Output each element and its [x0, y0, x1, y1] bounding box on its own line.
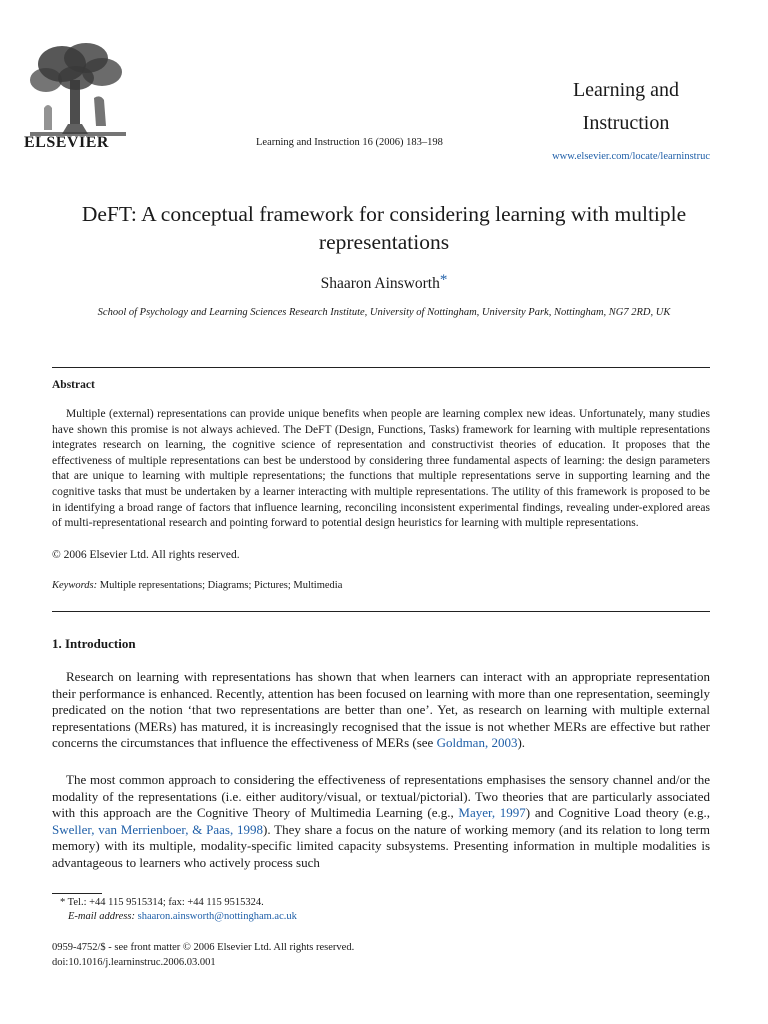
tree-illustration-icon — [24, 38, 132, 138]
citation-link-sweller[interactable]: Sweller, van Merrienboer, & Paas, 1998 — [52, 821, 264, 837]
footnote-email-line — [68, 910, 297, 924]
publisher-name: ELSEVIER — [24, 134, 109, 151]
footnote-contact: * Tel.: +44 115 9515314; fax: +44 115 9515324. — [60, 897, 264, 908]
author-footnote-link[interactable]: * — [439, 272, 448, 288]
author-line — [0, 272, 768, 293]
abstract-body: Multiple (external) representations can provide unique benefits when people are learning complex new ideas. Unfortunately, many studies have shown this promise is not always achieved. The DeFT (Design, Functions, Tasks) framework for learning with multiple representations integrates research on learning, the cognitive science of representation and constructivist theories of education. It proposes that the effectiveness of multiple representations can best be understood by considering three fundamental aspects of learning: the design parameters that are unique to learning with multiple representations; the functions that multiple representations serve in supporting learning and the cognitive tasks that must be undertaken by a learner interacting with multiple representations. The utility of this framework is proposed to be in identifying a broad range of factors that influence learning, reconciling inconsistent experimental findings, revealing under-explored areas of multi-representational research and pointing forward to potential design heuristics for learning with multiple representations. — [52, 408, 710, 530]
intro-paragraph-2 — [52, 772, 710, 871]
intro-p1-text-b: ). — [517, 735, 526, 750]
intro-p2-text-c: ). They share a focus on the nature of working memory (and its relation to long term memory) with its multiple, modality-specific limited capacity subsystems. Presenting information in multiple modalities is advantageous to learners who actively process such — [52, 821, 710, 870]
journal-name — [546, 74, 706, 140]
intro-paragraph-1 — [52, 669, 710, 752]
citation-link-mayer[interactable]: Mayer, 1997 — [458, 805, 526, 820]
abstract-copyright: © 2006 Elsevier Ltd. All rights reserved. — [52, 549, 240, 561]
journal-url-link[interactable]: www.elsevier.com/locate/learninstruc — [552, 151, 710, 162]
section-heading-introduction: 1. Introduction — [52, 636, 136, 651]
journal-citation: Learning and Instruction 16 (2006) 183–198 — [256, 137, 443, 148]
author-affiliation: School of Psychology and Learning Sciences Research Institute, University of Nottingham, University Park, Nottingham, NG7 2RD, UK — [97, 307, 671, 318]
journal-name-line1: Learning and — [572, 79, 680, 101]
abstract-divider — [52, 611, 710, 612]
author-email-link[interactable]: shaaron.ainsworth@nottingham.ac.uk — [137, 911, 297, 922]
article-title: DeFT: A conceptual framework for considering learning with multiple representations — [81, 202, 687, 254]
email-label: E-mail address: — [68, 911, 135, 922]
keywords-label: Keywords: — [52, 580, 98, 591]
author-name: Shaaron Ainsworth — [320, 275, 440, 292]
journal-name-line2: Instruction — [582, 112, 670, 134]
front-matter-line: 0959-4752/$ - see front matter © 2006 Elsevier Ltd. All rights reserved. — [52, 942, 355, 953]
citation-link-goldman[interactable]: Goldman, 2003 — [436, 735, 518, 750]
doi-line: doi:10.1016/j.learninstruc.2006.03.001 — [52, 957, 216, 968]
intro-p2-text-b: ) and Cognitive Load theory (e.g., — [525, 805, 710, 820]
footnote-divider — [52, 893, 102, 894]
abstract-heading: Abstract — [52, 379, 95, 391]
intro-p2-text-a: The most common approach to considering the effectiveness of representations emphasises the sensory channel and/or the modality of the representations (i.e. either auditory/visual, or textual/pictorial). Two theories that are particularly associated with this approach are the Cognitive Theory of Multimedia Learning (e.g., — [52, 772, 710, 820]
header-divider — [52, 367, 710, 368]
elsevier-tree-logo — [24, 38, 132, 138]
keywords-list: Multiple representations; Diagrams; Pictures; Multimedia — [99, 580, 343, 591]
intro-p1-text-a: Research on learning with representations has shown that when learners can interact with an appropriate representation their performance is enhanced. Recently, attention has been focused on learning with more than one representation, seemingly predicated on the notion ‘that two representations are better than one’. Yet, as research on learning with multiple external representations (MERs) has matured, it is increasingly recognised that the issue is not whether MERs are effective but rather concerns the circumstances that influence the effectiveness of MERs (see — [52, 669, 710, 750]
keywords-line — [52, 580, 342, 591]
